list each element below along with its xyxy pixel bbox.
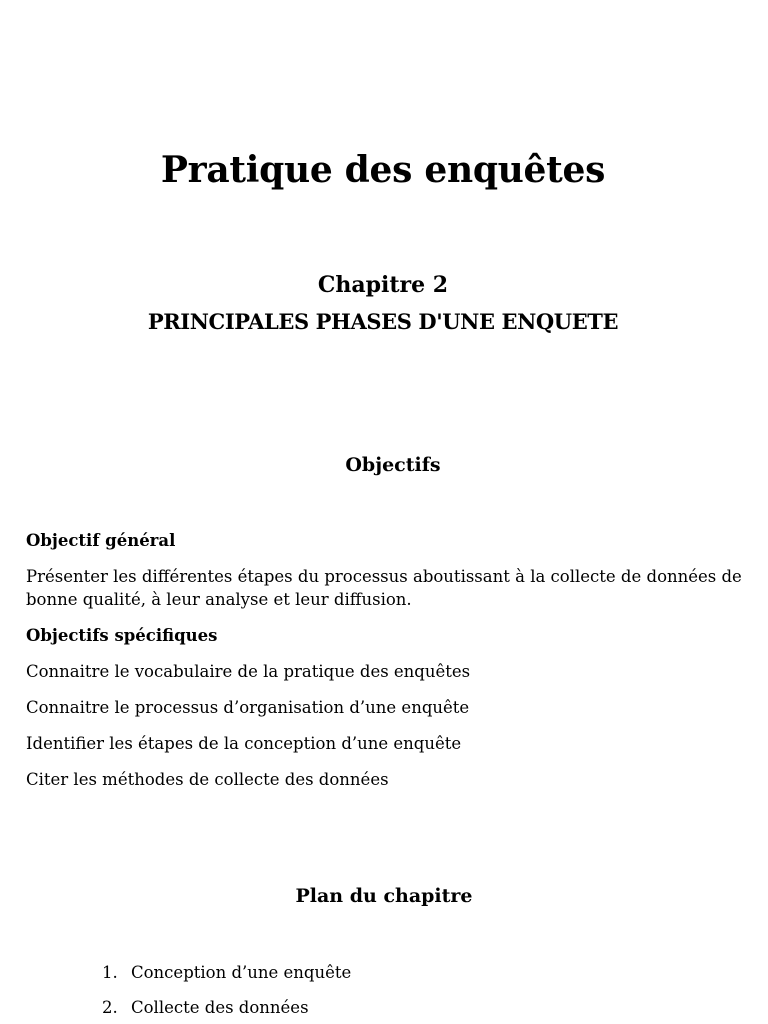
specific-objective-item: Citer les méthodes de collecte des données [26, 770, 389, 789]
specific-objectives-heading: Objectifs spécifiques [26, 626, 218, 645]
objectives-heading: Objectifs [345, 454, 441, 476]
specific-objective-item: Connaitre le vocabulaire de la pratique des enquêtes [26, 662, 471, 681]
plan-item-number: 2. [102, 998, 118, 1017]
specific-objective-item: Connaitre le processus d’organisation d’une enquête [26, 698, 470, 717]
plan-heading: Plan du chapitre [295, 885, 473, 907]
general-objective-heading: Objectif général [26, 531, 176, 550]
plan-item-number: 1. [102, 963, 118, 982]
plan-item-label: Collecte des données [131, 998, 309, 1017]
plan-list-item [102, 997, 309, 1019]
document-title: Pratique des enquêtes [160, 149, 606, 191]
chapter-title: PRINCIPALES PHASES D'UNE ENQUETE [147, 309, 619, 334]
specific-objective-item: Identifier les étapes de la conception d’une enquête [26, 734, 462, 753]
general-objective-text: Présenter les différentes étapes du processus aboutissant à la collecte de données de bonne qualité, à leur analyse et leur diffusion. [26, 567, 742, 609]
chapter-label: Chapitre 2 [317, 272, 449, 298]
plan-list-item [102, 962, 351, 984]
plan-item-label: Conception d’une enquête [131, 963, 352, 982]
